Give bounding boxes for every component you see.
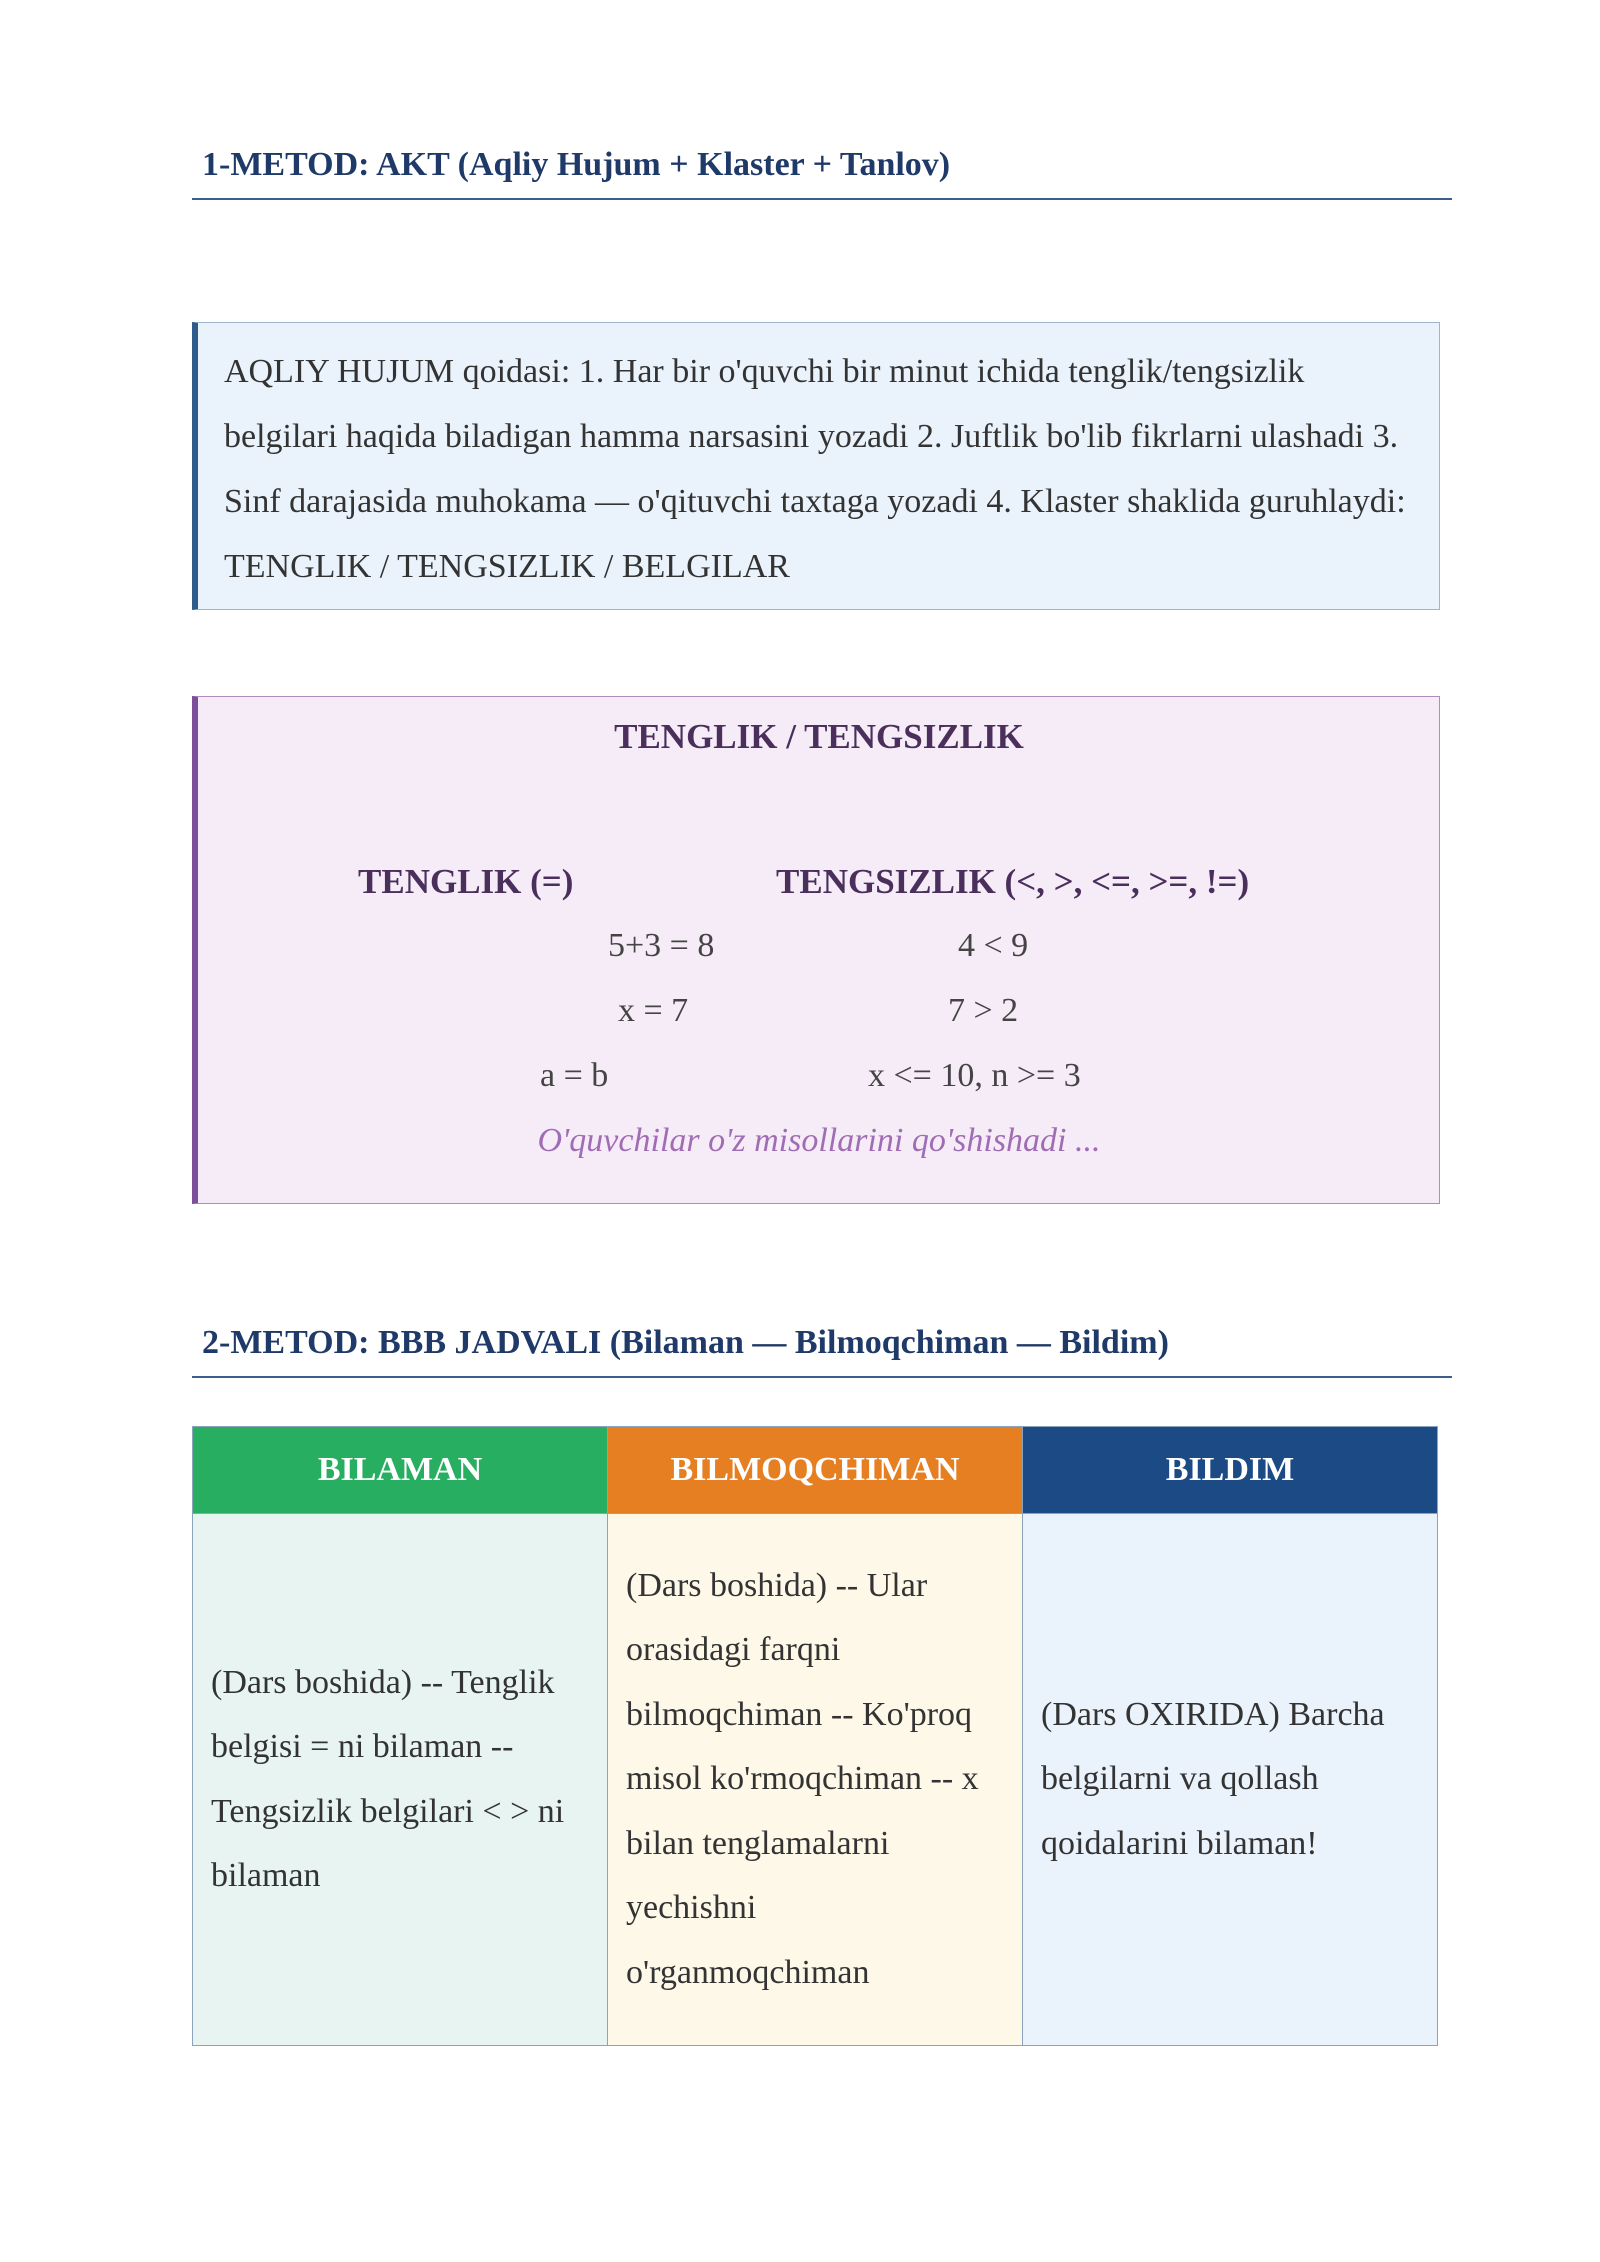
bbb-table <box>192 1426 1438 2046</box>
cluster-box <box>192 696 1440 1204</box>
brainstorm-rules-box <box>192 322 1440 610</box>
cluster-note: O'quvchilar o'z misollarini qo'shishadi ... <box>537 1122 1101 1159</box>
inequality-example: 7 > 2 <box>948 992 1019 1029</box>
cluster-title: TENGLIK / TENGSIZLIK <box>614 717 1024 756</box>
equality-example: a = b <box>540 1057 609 1094</box>
header-bilaman: BILAMAN <box>193 1427 608 1514</box>
cell-bildim: (Dars OXIRIDA) Barcha belgilarni va qollash qoidalarini bilaman! <box>1023 1514 1438 2046</box>
equality-example: x = 7 <box>618 992 689 1029</box>
method1-title: 1-METOD: AKT (Aqliy Hujum + Klaster + Tanlov) <box>192 146 1452 200</box>
cell-bilmoqchiman: (Dars boshida) -- Ular orasidagi farqni bilmoqchiman -- Ko'proq misol ko'rmoqchiman -- x bilan tenglamalarni yechishni o'rganmoqchiman <box>608 1514 1023 2046</box>
header-bildim: BILDIM <box>1023 1427 1438 1514</box>
header-bilmoqchiman: BILMOQCHIMAN <box>608 1427 1023 1514</box>
inequality-example: x <= 10, n >= 3 <box>868 1057 1081 1094</box>
equality-example: 5+3 = 8 <box>608 927 715 964</box>
cell-bilaman: (Dars boshida) -- Tenglik belgisi = ni bilaman -- Tengsizlik belgilari < > ni bilaman <box>193 1514 608 2046</box>
method2-title: 2-METOD: BBB JADVALI (Bilaman — Bilmoqchiman — Bildim) <box>192 1324 1452 1378</box>
brainstorm-rules-text: AQLIY HUJUM qoidasi: 1. Har bir o'quvchi bir minut ichida tenglik/tengsizlik belgilari haqida biladigan hamma narsasini yozadi 2. Juftlik bo'lib fikrlarni ulashadi 3. Sinf darajasida muhokama — o'qituvchi taxtaga yozadi 4. Klaster shaklida guruhlaydi: TENGLIK / TENGSIZLIK / BELGILAR <box>224 353 1406 585</box>
inequality-example: 4 < 9 <box>958 927 1029 964</box>
equality-heading: TENGLIK (=) <box>358 862 574 901</box>
inequality-heading: TENGSIZLIK (<, >, <=, >=, !=) <box>776 862 1250 901</box>
